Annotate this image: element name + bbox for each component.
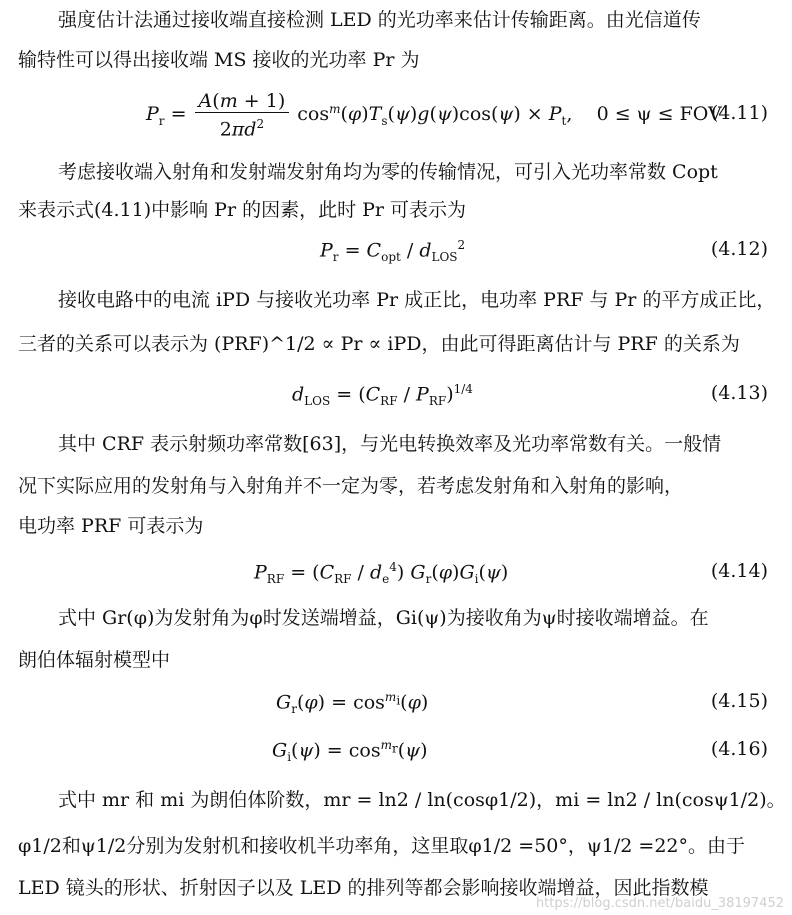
equation-condition: 0 ≤ ψ ≤ FOV	[596, 103, 722, 126]
equation-4-15: $G_r(\varphi) = \cos^{m_i}(\varphi)$ (4.15)	[276, 690, 768, 717]
paragraph-line: 强度估计法通过接收端直接检测 LED 的光功率来估计传输距离。由光信道传	[58, 9, 701, 31]
watermark: https://blog.csdn.net/baidu_38197452	[535, 896, 784, 911]
equation-4-16: $G_i(\psi) = \cos^{m_r}(\psi)$ (4.16)	[272, 738, 768, 765]
equation-number: (4.13)	[710, 382, 768, 404]
equation-4-11: $P_r$ = $\frac{A(m + 1)}{2\pi d^2}$ $\cos^m(\varphi)T_s(\psi)g(\psi)\cos(\psi) \times P_t$, 0 ≤ ψ ≤ FOV (4.11)	[146, 90, 768, 141]
paragraph-line: 来表示式(4.11)中影响 Pr 的因素，此时 Pr 可表示为	[18, 199, 467, 221]
equation-number: (4.12)	[710, 238, 768, 260]
paragraph-line: 输特性可以得出接收端 MS 接收的光功率 Pr 为	[18, 49, 420, 71]
paragraph-line: 三者的关系可以表示为 (PRF)^1/2 ∝ Pr ∝ iPD，由此可得距离估计与 PRF 的关系为	[18, 333, 740, 355]
paragraph-line: 考虑接收端入射角和发射端发射角均为零的传输情况，可引入光功率常数 Copt	[58, 161, 718, 183]
paragraph-line: φ1/2和ψ1/2分别为发射机和接收机半功率角，这里取φ1/2 =50°，ψ1/2 =22°。由于	[18, 835, 745, 857]
paragraph-line: 电功率 PRF 可表示为	[18, 515, 204, 537]
equation-4-13: $d_{LOS} = (C_{RF} / P_{RF})^{1/4}$ (4.13)	[292, 382, 768, 409]
equation-number: (4.11)	[710, 102, 768, 124]
equation-number: (4.16)	[710, 738, 768, 760]
paragraph-line: LED 镜头的形状、折射因子以及 LED 的排列等都会影响接收端增益，因此指数模	[18, 877, 709, 899]
paragraph-line: 况下实际应用的发射角与入射角并不一定为零，若考虑发射角和入射角的影响，	[18, 475, 684, 497]
equation-number: (4.14)	[710, 560, 768, 582]
paragraph-line: 其中 CRF 表示射频功率常数[63]，与光电转换效率及光功率常数有关。一般情	[58, 433, 722, 455]
paragraph-line: 式中 Gr(φ)为发射角为φ时发送端增益，Gi(ψ)为接收角为ψ时接收端增益。在	[58, 607, 709, 629]
paragraph-line: 式中 mr 和 mi 为朗伯体阶数，mr = ln2 / ln(cosφ1/2)，mi = ln2 / ln(cosψ1/2)。	[58, 789, 786, 811]
paragraph-line: 朗伯体辐射模型中	[18, 649, 171, 671]
paragraph-line: 接收电路中的电流 iPD 与接收光功率 Pr 成正比，电功率 PRF 与 Pr 的平方成正比，	[58, 289, 776, 311]
equation-4-12: $P_r = C_{opt} / d_{LOS}^2$ (4.12)	[320, 238, 768, 265]
equation-4-14: $P_{RF} = (C_{RF} / d_e^4)$ $G_r(\varphi)G_i(\psi)$ (4.14)	[254, 560, 768, 587]
equation-number: (4.15)	[710, 690, 768, 712]
